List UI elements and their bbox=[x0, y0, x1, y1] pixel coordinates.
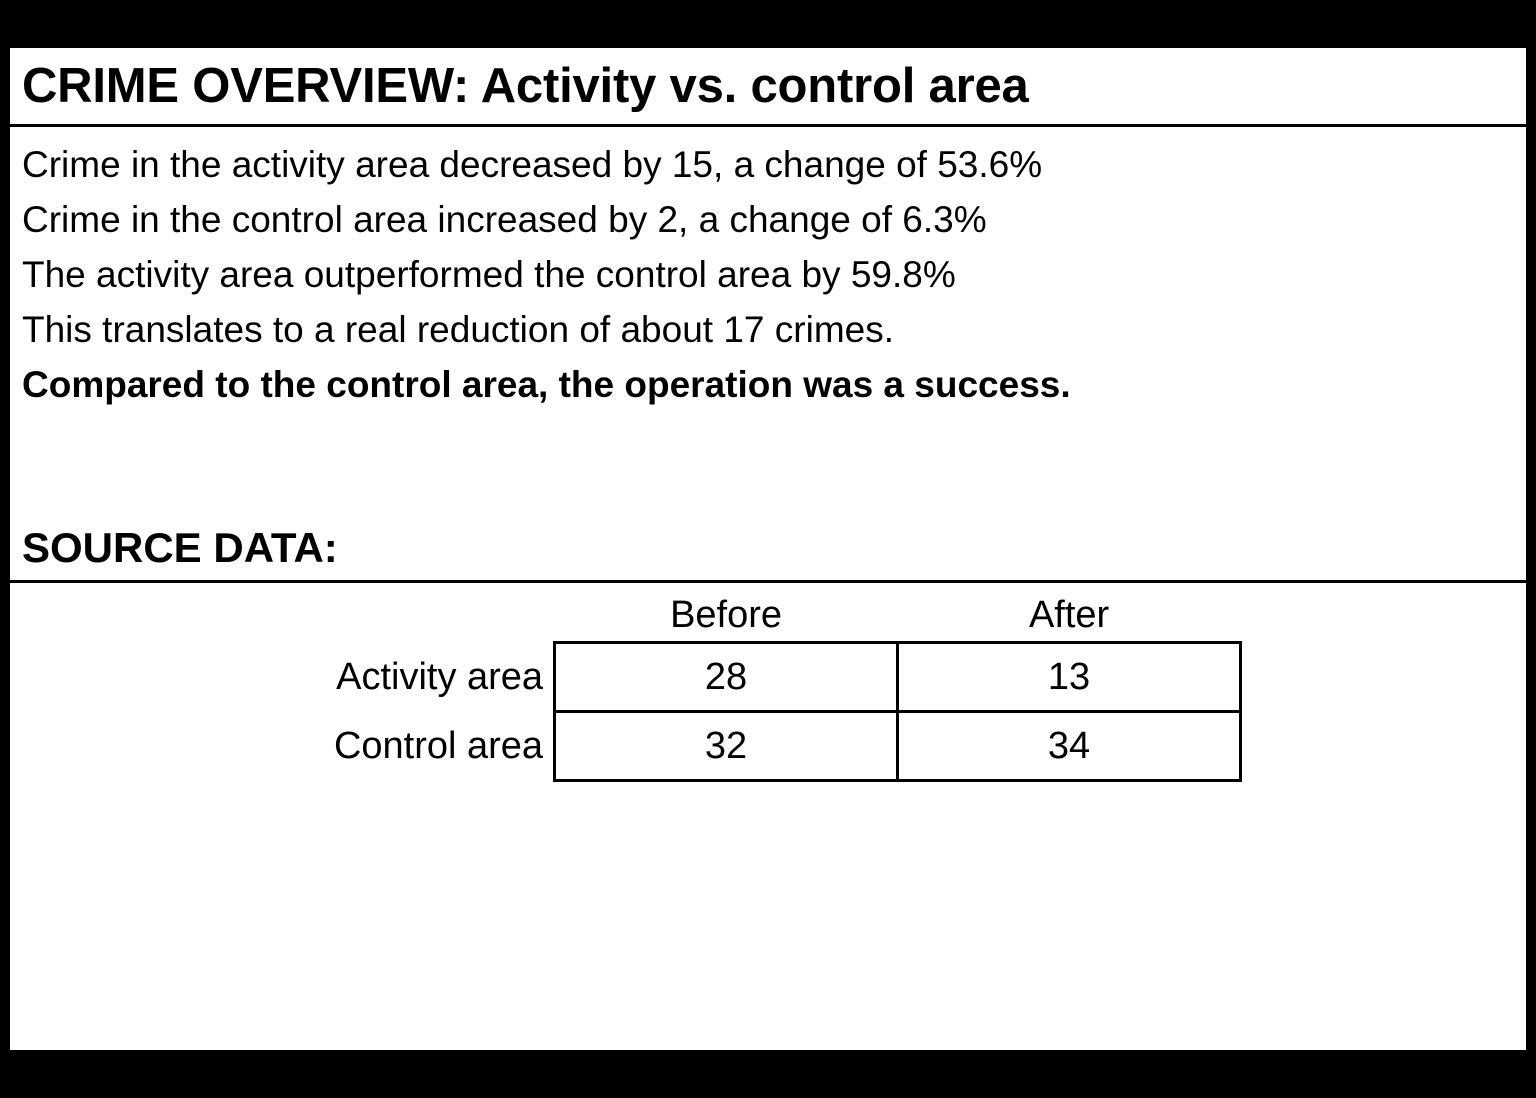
summary-line: This translates to a real reduction of about 17 crimes. bbox=[22, 309, 894, 350]
cell-activity-after: 13 bbox=[898, 643, 1241, 712]
summary-line: Crime in the activity area decreased by 15, a change of 53.6% bbox=[22, 144, 1043, 185]
cell-control-after: 34 bbox=[898, 712, 1241, 781]
report-header bbox=[10, 45, 1526, 127]
column-header-before: Before bbox=[670, 594, 783, 636]
page-title: CRIME OVERVIEW: Activity vs. control area bbox=[22, 59, 1029, 113]
cell-activity-before: 28 bbox=[555, 643, 898, 712]
report-panel bbox=[10, 45, 1526, 1050]
row-header-control-area: Control area bbox=[333, 724, 544, 767]
row-header-activity-area: Activity area bbox=[336, 655, 544, 698]
summary-conclusion: Compared to the control area, the operation was a success. bbox=[22, 364, 1071, 405]
summary-line: The activity area outperformed the control area by 59.8% bbox=[22, 254, 956, 295]
table-row bbox=[334, 643, 1241, 712]
cell-control-before: 32 bbox=[555, 712, 898, 781]
table-header-row bbox=[334, 591, 1241, 643]
table-corner bbox=[334, 591, 555, 643]
source-data-table bbox=[334, 591, 1242, 782]
spacer bbox=[10, 412, 1526, 524]
source-data-table-wrap bbox=[10, 583, 1526, 782]
table-row bbox=[334, 712, 1241, 781]
summary-line: Crime in the control area increased by 2, a change of 6.3% bbox=[22, 199, 987, 240]
column-header-after: After bbox=[1028, 594, 1110, 636]
source-data-heading: SOURCE DATA: bbox=[22, 524, 338, 571]
summary-block bbox=[10, 127, 1526, 412]
